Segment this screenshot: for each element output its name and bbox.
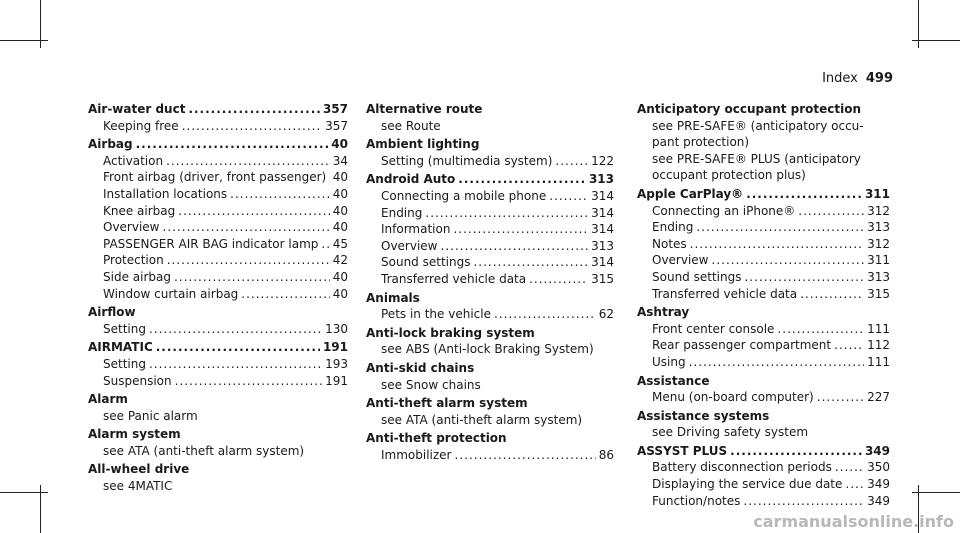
index-subentry-text: Installation locations [103,186,228,201]
index-subentry-text: Connecting a mobile phone [381,188,547,203]
index-term [88,136,348,153]
index-subentry-text: see ATA (anti-theft alarm system) [381,412,583,427]
index-subentry-text: see ATA (anti-theft alarm system) [103,443,305,458]
index-term [88,304,348,321]
index-subentry-text: Window curtain airbag [103,286,239,301]
dot-leader [696,219,864,236]
index-term-text: Anticipatory occupant protection [637,102,862,116]
index-subentry-text: Battery disconnection periods [652,460,832,475]
page-ref: 40 [332,286,348,301]
index-subentry [637,337,890,354]
index-subentry [88,219,348,236]
page-ref: 62 [598,307,614,322]
index-entry [366,395,614,428]
index-subentry-text: Connecting an iPhone® [652,203,796,218]
page-ref: 350 [867,460,890,475]
index-subentry [88,373,348,390]
dot-leader [800,286,864,303]
page-ref: 122 [591,153,614,168]
dot-leader [690,236,864,253]
dot-leader [689,354,865,371]
index-subentry [366,221,614,238]
watermark: carmanualsonline.info [753,512,954,531]
index-entry [88,339,348,389]
index-subentry-text: see Route [381,118,441,133]
index-subentry-text: Suspension [103,373,172,388]
index-subentry-text: Knee airbag [103,203,176,218]
page-ref: 111 [867,354,890,369]
dot-leader [529,271,588,288]
index-subentry [637,118,890,151]
index-entry [88,426,348,459]
index-entry [637,373,890,406]
dot-leader [743,493,864,510]
index-term-text: ASSYST PLUS [637,443,728,458]
index-subentry-text: Notes [652,236,687,251]
index-term-text: Anti-skid chains [366,360,475,375]
index-term [366,171,614,188]
index-subentry [637,151,890,184]
index-entry [88,391,348,424]
page-ref: 40 [332,186,348,201]
index-entry [88,304,348,337]
index-subentry [366,447,614,464]
index-subentry-text: Setting [103,356,146,371]
index-subentry-text: Protection [103,253,164,268]
index-subentry [366,238,614,255]
index-subentry [366,271,614,288]
index-term [88,339,348,356]
index-term [366,136,614,153]
page-ref: 314 [591,188,614,203]
index-subentry [366,254,614,271]
dot-leader [182,118,322,135]
index-term [637,101,890,118]
page-ref: 349 [867,477,890,492]
page-ref: 227 [867,390,890,405]
index-term [366,325,614,342]
page-ref: 34 [332,153,348,168]
index-term-text: Ambient lighting [366,137,480,152]
index-subentry-text: Setting (multimedia system) [381,153,553,168]
index-subentry [637,354,890,371]
dot-leader [845,476,864,493]
index-subentry [366,118,614,135]
index-term [637,373,890,390]
index-entry [637,186,890,302]
index-subentry [637,321,890,338]
index-term-text: Airbag [88,137,133,152]
index-term [637,304,890,321]
index-entry [637,443,890,509]
index-term [88,426,348,443]
index-subentry [637,203,890,220]
index-subentry [88,169,348,186]
page-header [822,71,893,86]
crop-mark [912,492,960,493]
dot-leader [458,171,586,188]
page-ref: 314 [591,205,614,220]
dot-leader [746,186,862,203]
index-subentry-text: Information [381,222,451,237]
index-subentry-text: Transferred vehicle data [652,286,798,301]
page-ref: 130 [325,321,348,336]
index-subentry-text: Menu (on-board computer) [652,390,814,405]
index-entry [366,430,614,463]
index-column-3 [637,101,890,511]
dot-leader [149,321,322,338]
index-subentry-text: Sound settings [652,269,742,284]
index-subentry [366,377,614,394]
index-entry [88,101,348,134]
page-ref: 40 [331,137,348,152]
index-subentry [88,118,348,135]
page-ref: 349 [864,443,890,458]
index-entry [637,304,890,370]
index-term [366,290,614,307]
index-subentry-text: see Snow chains [381,377,481,392]
index-subentry-text: Overview [103,220,160,235]
page-ref: 86 [598,447,614,462]
index-subentry [637,269,890,286]
page-ref: 191 [325,373,348,388]
dot-leader [549,188,588,205]
index-subentry [637,389,890,406]
crop-mark [0,40,48,41]
dot-leader [166,153,330,170]
index-subentry-text: Function/notes [652,493,741,508]
index-subentry [637,219,890,236]
dot-leader [188,101,320,118]
crop-mark [912,40,960,41]
index-subentry-text: Ending [652,220,694,235]
index-term-text: All-wheel drive [88,462,190,477]
index-subentry [88,186,348,203]
index-term-text: Alarm [88,392,128,407]
index-entry [637,101,890,184]
index-subentry-text: see Panic alarm [103,408,198,423]
page-ref: 312 [867,203,890,218]
index-entry [366,360,614,393]
index-subentry [637,459,890,476]
dot-leader [149,356,322,373]
index-subentry [637,424,890,441]
page-ref: 349 [867,493,890,508]
page-ref: 40 [332,269,348,284]
index-term [637,408,890,425]
index-term-text: Android Auto [366,172,456,187]
dot-leader [473,254,588,271]
section-title: Index [822,71,858,86]
index-subentry-text: Side airbag [103,269,171,284]
dot-leader [425,205,588,222]
index-subentry-text: Immobilizer [381,447,452,462]
dot-leader [744,269,864,286]
index-subentry-text: see PRE-SAFE® (anticipatory occu- pant protection) [652,118,864,150]
index-subentry-text: see PRE-SAFE® PLUS (anticipatory occupant protection plus) [652,151,861,183]
dot-leader [230,186,330,203]
index-subentry [366,306,614,323]
dot-leader [730,443,862,460]
index-term [637,186,890,203]
index-subentry [637,252,890,269]
index-entry [88,461,348,494]
index-subentry [637,286,890,303]
dot-leader [834,337,864,354]
index-entry [366,290,614,323]
dot-leader [163,219,330,236]
dot-leader [174,269,330,286]
index-subentry [637,236,890,253]
index-subentry [88,321,348,338]
index-subentry-text: see 4MATIC [103,479,173,494]
index-subentry-text: Ending [381,205,423,220]
page-ref: 112 [867,338,890,353]
index-subentry-text: Overview [381,238,438,253]
index-subentry-text: PASSENGER AIR BAG indicator lamp [103,236,319,251]
dot-leader [712,252,865,269]
dot-leader [178,203,329,220]
index-subentry [88,408,348,425]
dot-leader [494,306,596,323]
index-subentry [366,188,614,205]
page-ref: 111 [867,321,890,336]
index-subentry [88,269,348,286]
dot-leader [817,389,864,406]
dot-leader [555,153,588,170]
index-term [366,360,614,377]
index-entry [366,325,614,358]
page-ref: 191 [322,340,348,355]
index-subentry [637,493,890,510]
index-term-text: Assistance systems [637,408,770,423]
page-ref: 357 [322,102,348,116]
dot-leader [835,459,864,476]
dot-leader [321,236,329,253]
index-term [637,443,890,460]
index-term-text: AIRMATIC [88,340,153,355]
index-subentry-text: Using [652,354,686,369]
page-ref: 313 [867,220,890,235]
dot-leader [777,321,864,338]
index-subentry [366,153,614,170]
dot-leader [455,447,596,464]
index-subentry-text: Activation [103,153,164,168]
index-term-text: Alternative route [366,102,483,116]
index-entry [366,101,614,134]
index-subentry [88,236,348,253]
page-ref: 311 [864,186,890,201]
index-term [88,461,348,478]
page-ref: 40 [332,170,348,185]
index-term-text: Anti-theft alarm system [366,396,528,411]
dot-leader [167,252,330,269]
index-term-text: Assistance [637,373,710,388]
index-subentry [366,205,614,222]
index-subentry [88,203,348,220]
index-subentry-text: Rear passenger compartment [652,338,832,353]
index-subentry [637,476,890,493]
index-entry [637,408,890,441]
dot-leader [453,221,588,238]
index-term [88,391,348,408]
page-ref: 314 [591,255,614,270]
page-ref: 193 [325,356,348,371]
index-subentry-text: Transferred vehicle data [381,271,527,286]
index-term-text: Alarm system [88,427,181,442]
page-ref: 315 [867,286,890,301]
dot-leader [136,136,329,153]
dot-leader [175,373,322,390]
index-term-text: Animals [366,290,420,305]
page-number: 499 [865,71,893,86]
index-column-1 [88,101,348,497]
index-term-text: Air-water duct [88,102,186,116]
crop-mark [0,492,48,493]
index-term [366,430,614,447]
page-ref: 40 [332,203,348,218]
index-entry [88,136,348,302]
index-term [366,101,614,118]
dot-leader [798,203,864,220]
index-subentry-text: Keeping free [103,118,179,133]
index-subentry-text: Displaying the service due date [652,477,843,492]
page-ref: 314 [591,222,614,237]
page-ref: 42 [332,253,348,268]
index-subentry [88,153,348,170]
index-subentry [88,478,348,495]
index-term [366,395,614,412]
index-subentry-text: Front airbag (driver, front passenger) [103,170,327,185]
page-ref: 312 [867,236,890,251]
index-subentry [88,443,348,460]
dot-leader [441,238,589,255]
index-term [88,101,348,118]
page-ref: 40 [332,220,348,235]
index-subentry [88,356,348,373]
index-term-text: Anti-theft protection [366,431,507,446]
index-column-2 [366,101,614,465]
page-ref: 45 [332,236,348,251]
index-subentry-text: see ABS (Anti-lock Braking System) [381,342,594,357]
dot-leader [156,339,320,356]
index-subentry-text: Pets in the vehicle [381,307,491,322]
dot-leader [241,286,329,303]
index-subentry [366,412,614,429]
index-entry [366,136,614,169]
page-ref: 313 [867,269,890,284]
page-ref: 313 [588,172,614,187]
index-term-text: Anti-lock braking system [366,325,535,340]
page-ref: 315 [591,271,614,286]
index-term-text: Ashtray [637,305,690,320]
index-term-text: Apple CarPlay® [637,186,744,201]
index-subentry [88,252,348,269]
page-ref: 313 [591,238,614,253]
index-term-text: Airflow [88,305,136,320]
index-subentry [366,341,614,358]
index-subentry-text: Setting [103,321,146,336]
page-ref: 357 [325,118,348,133]
index-subentry-text: Sound settings [381,255,471,270]
index-subentry [88,286,348,303]
index-entry [366,171,614,287]
index-subentry-text: see Driving safety system [652,425,809,440]
index-subentry-text: Front center console [652,321,775,336]
page-ref: 311 [867,253,890,268]
index-subentry-text: Overview [652,253,709,268]
